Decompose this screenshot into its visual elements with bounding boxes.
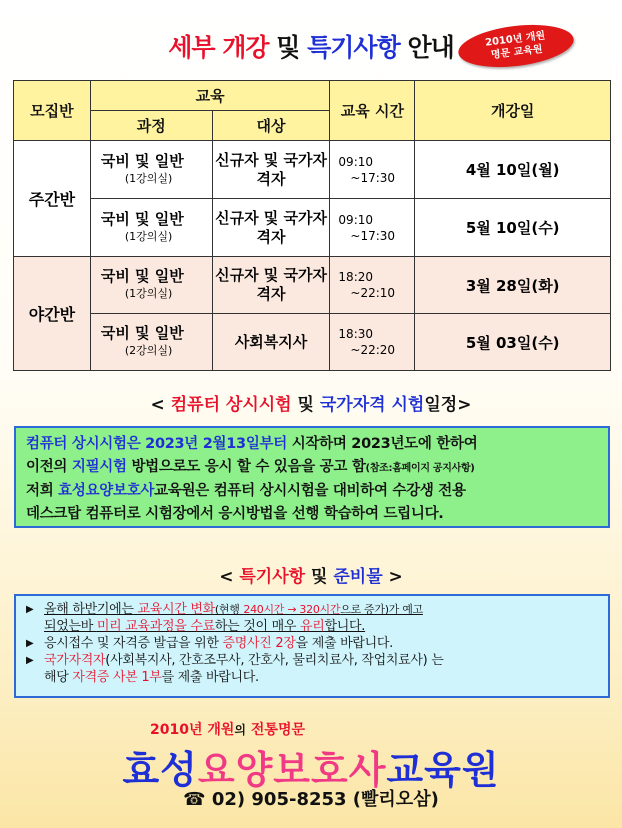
note-item: ▶ 응시접수 및 자격증 발급을 위한 증명사진 2장을 제출 바랍니다. (26, 635, 598, 652)
footer-tagline: 2010년 개원의 전통명문 (150, 722, 305, 738)
table-row (14, 257, 611, 314)
schedule-table (13, 80, 611, 371)
start-cell: 5월 03일(수) (415, 314, 611, 371)
table-row (14, 141, 611, 199)
start-cell: 4월 10일(월) (415, 141, 611, 199)
badge-line2: 명문 교육원 (490, 43, 544, 62)
phone-icon: ☎ (183, 789, 206, 810)
title-part4: 안내 (407, 33, 454, 62)
exam-line2: 이전의 지필시험 방법으로도 응시 할 수 있음을 공고 함(참조:홈페이지 공지사항) (26, 459, 475, 475)
exam-info-box (14, 426, 610, 528)
title-part3: 특기사항 (307, 33, 400, 62)
time-cell: 18:20 ~22:10 (330, 257, 415, 314)
exam-line1: 컴퓨터 상시시험은 2023년 2월13일부터 시작하며 2023년도에 한하여 (26, 436, 478, 452)
group-day: 주간반 (14, 141, 91, 257)
header-target: 대상 (212, 111, 330, 141)
course-cell: 국비 및 일반 (2강의실) (90, 314, 212, 371)
course-cell: 국비 및 일반 (1강의실) (90, 141, 212, 199)
header-education: 교육 (90, 81, 330, 111)
header-group: 모집반 (14, 81, 91, 141)
notes-heading: < 특기사항 및 준비물 > (219, 567, 403, 587)
phone-line (0, 785, 622, 811)
table-row (14, 314, 611, 371)
title-part1: 세부 개강 (168, 33, 269, 62)
time-cell: 09:10 ~17:30 (330, 199, 415, 257)
notes-box (14, 594, 610, 698)
time-cell: 18:30 ~22:20 (330, 314, 415, 371)
brand-name: 효성요양보호사교육원 (122, 748, 500, 792)
header-course: 과정 (90, 111, 212, 141)
start-cell: 5월 10일(수) (415, 199, 611, 257)
title-part2: 및 (276, 33, 300, 62)
target-cell: 신규자 및 국가자격자 (212, 257, 330, 314)
group-night: 야간반 (14, 257, 91, 371)
start-cell: 3월 28일(화) (415, 257, 611, 314)
target-cell: 신규자 및 국가자격자 (212, 199, 330, 257)
phone-number: 02) 905-8253 (빨리오삼) (211, 789, 439, 810)
exam-line3: 저희 효성요양보호사교육원은 컴퓨터 상시시험을 대비하여 수강생 전용 (26, 483, 466, 499)
note-item: ▶ 올해 하반기에는 교육시간 변화(현행 240시간 → 320시간으로 증가)가 예고 되었는바 미리 교육과정을 수료하는 것이 매우 유리합니다. (26, 601, 598, 635)
header-start: 개강일 (415, 81, 611, 141)
exam-heading: < 컴퓨터 상시시험 및 국가자격 시험일정> (150, 395, 472, 415)
table-row (14, 199, 611, 257)
course-cell: 국비 및 일반 (1강의실) (90, 199, 212, 257)
target-cell: 신규자 및 국가자격자 (212, 141, 330, 199)
badge-line1: 2010년 개원 (484, 30, 546, 49)
course-cell: 국비 및 일반 (1강의실) (90, 257, 212, 314)
target-cell: 사회복지사 (212, 314, 330, 371)
header-hours: 교육 시간 (330, 81, 415, 141)
exam-line4: 데스크탑 컴퓨터로 시험장에서 응시방법을 선행 학습하여 드립니다. (26, 506, 444, 522)
note-item: ▶ 국가자격자(사회복지사, 간호조무사, 간호사, 물리치료사, 작업치료사) 는 해당 자격증 사본 1부를 제출 바랍니다. (26, 652, 598, 686)
time-cell: 09:10 ~17:30 (330, 141, 415, 199)
